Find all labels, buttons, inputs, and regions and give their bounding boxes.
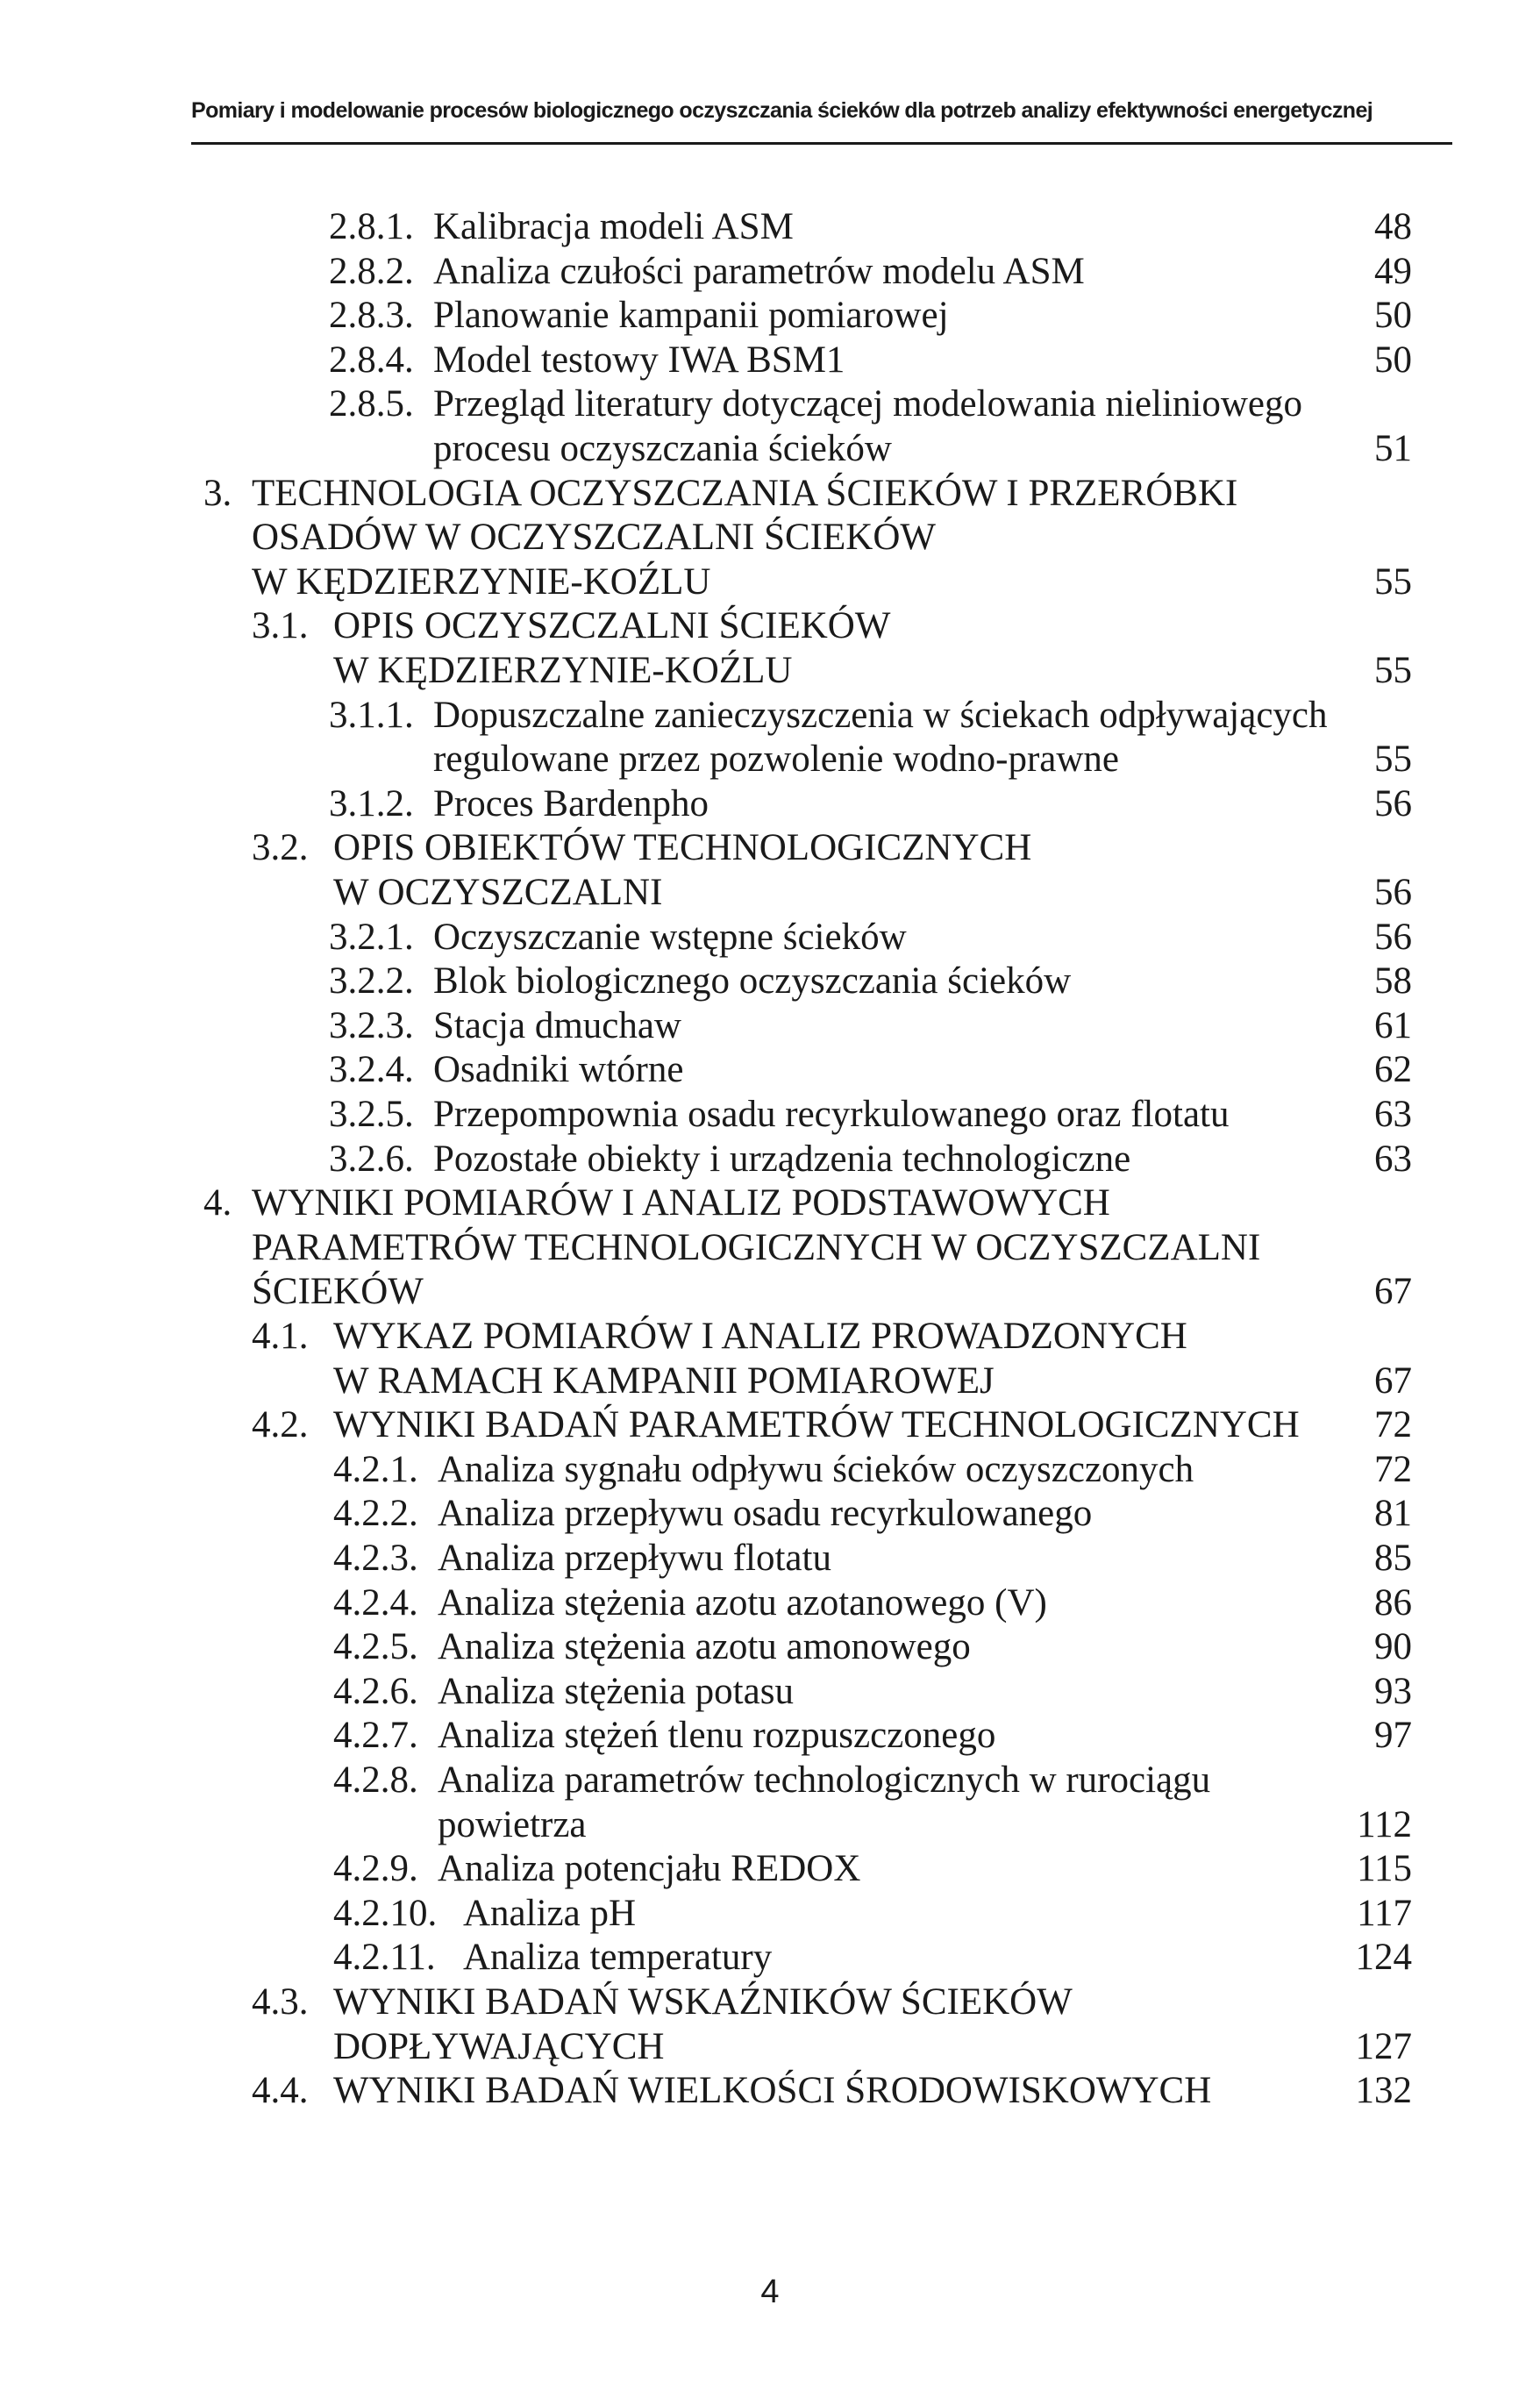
toc-entry-page: 112 [1357, 1803, 1412, 1845]
toc-entry-title: TECHNOLOGIA OCZYSZCZANIA ŚCIEKÓW I PRZERÓBKI [252, 472, 1238, 514]
toc-entry-title: WYNIKI BADAŃ WSKAŹNIKÓW ŚCIEKÓW [333, 1981, 1073, 2023]
toc-entry-number: 2.8.1. [329, 206, 414, 247]
toc-entry-title: Model testowy IWA BSM1 [433, 339, 845, 381]
toc-entry-page: 67 [1374, 1360, 1412, 1402]
toc-entry-title: Stacja dmuchaw [433, 1004, 681, 1046]
toc-entry-page: 127 [1355, 2025, 1412, 2067]
toc-entry-title: Analiza przepływu osadu recyrkulowanego [438, 1493, 1093, 1535]
toc-entry-title: Proces Bardenpho [433, 782, 709, 824]
toc-entry-title: Analiza stężenia azotu azotanowego (V) [438, 1581, 1047, 1624]
toc-entry-number: 4.2.10. [333, 1892, 438, 1934]
toc-entry-number: 4.3. [252, 1981, 309, 2023]
toc-entry-number: 2.8.4. [329, 339, 414, 381]
toc-entry-number: 3. [203, 472, 232, 514]
toc-entry-page: 56 [1374, 782, 1412, 824]
toc-entry-title: Osadniki wtórne [433, 1049, 684, 1091]
toc-entry-page: 48 [1374, 206, 1412, 247]
toc-entry-number: 4.2.5. [333, 1626, 418, 1668]
toc-entry-title: OPIS OCZYSZCZALNI ŚCIEKÓW [333, 605, 891, 647]
toc-entry-number: 4. [203, 1182, 232, 1224]
toc-entry-page: 49 [1374, 250, 1412, 292]
toc-entry-number: 2.8.3. [329, 295, 414, 337]
toc-entry-page: 55 [1374, 560, 1412, 603]
toc-entry-page: 86 [1374, 1581, 1412, 1624]
toc-entry-page: 124 [1355, 1937, 1412, 1979]
toc-entry-number: 4.2.8. [333, 1759, 418, 1801]
toc-entry-title: OPIS OBIEKTÓW TECHNOLOGICZNYCH [333, 827, 1032, 869]
toc-entry-page: 85 [1374, 1538, 1412, 1579]
toc-entry-title: powietrza [438, 1803, 587, 1845]
toc-entry-page: 72 [1374, 1404, 1412, 1446]
toc-entry-title: Analiza sygnału odpływu ścieków oczyszczonych [438, 1448, 1194, 1490]
toc-entry-page: 56 [1374, 871, 1412, 913]
toc-entry-number: 3.2. [252, 827, 309, 869]
toc-entry-number: 4.2.3. [333, 1538, 418, 1579]
toc-entry-page: 81 [1374, 1493, 1412, 1535]
toc-entry-title: WYKAZ POMIARÓW I ANALIZ PROWADZONYCH [333, 1316, 1187, 1357]
toc-entry-number: 4.2.2. [333, 1493, 418, 1535]
toc-entry-page: 50 [1374, 339, 1412, 381]
toc-entry-title: Przepompownia osadu recyrkulowanego oraz flotatu [433, 1094, 1230, 1135]
toc-entry-number: 4.2.1. [333, 1448, 418, 1490]
toc-entry-title: WYNIKI BADAŃ WIELKOŚCI ŚRODOWISKOWYCH [333, 2070, 1212, 2112]
toc-entry-title: ŚCIEKÓW [252, 1271, 424, 1313]
toc-entry-page: 63 [1374, 1094, 1412, 1135]
toc-entry-title: OSADÓW W OCZYSZCZALNI ŚCIEKÓW [252, 517, 936, 559]
toc-entry-title: Analiza parametrów technologicznych w rurociągu [438, 1759, 1211, 1801]
toc-entry-page: 90 [1374, 1626, 1412, 1668]
toc-entry-number: 4.4. [252, 2070, 309, 2112]
toc-entry-title: procesu oczyszczania ścieków [433, 427, 892, 469]
toc-entry-page: 63 [1374, 1138, 1412, 1180]
toc-entry-title: Oczyszczanie wstępne ścieków [433, 916, 907, 958]
toc-entry-page: 56 [1374, 916, 1412, 958]
toc-entry-number: 3.1. [252, 605, 309, 647]
toc-entry-title: Analiza stężenia azotu amonowego [438, 1626, 971, 1668]
toc-entry-page: 115 [1357, 1848, 1412, 1890]
toc-entry-title: PARAMETRÓW TECHNOLOGICZNYCH W OCZYSZCZALNI [252, 1226, 1261, 1268]
toc-entry-page: 58 [1374, 960, 1412, 1003]
toc-entry-title: Blok biologicznego oczyszczania ścieków [433, 960, 1072, 1003]
toc-entry-title: Analiza stężeń tlenu rozpuszczonego [438, 1715, 996, 1757]
toc-entry-title: W KĘDZIERZYNIE-KOŹLU [333, 649, 793, 691]
toc-entry-number: 2.8.2. [329, 250, 414, 292]
toc-entry-number: 3.2.4. [329, 1049, 414, 1091]
toc-entry-number: 4.2.11. [333, 1937, 436, 1979]
toc-entry-number: 4.1. [252, 1316, 309, 1357]
toc-entry-number: 4.2.7. [333, 1715, 418, 1757]
toc-entry-number: 4.2.9. [333, 1848, 418, 1890]
header-rule [191, 142, 1452, 145]
toc-entry-title: Pozostałe obiekty i urządzenia technologiczne [433, 1138, 1131, 1180]
toc-entry-number: 3.2.2. [329, 960, 414, 1003]
toc-entry-number: 3.1.2. [329, 782, 414, 824]
toc-entry-number: 3.1.1. [329, 694, 414, 736]
toc-entry-title: regulowane przez pozwolenie wodno-prawne [433, 739, 1120, 781]
toc-entry-title: W KĘDZIERZYNIE-KOŹLU [252, 560, 711, 603]
toc-entry-page: 50 [1374, 295, 1412, 337]
toc-entry-page: 62 [1374, 1049, 1412, 1091]
toc-entry-page: 55 [1374, 739, 1412, 781]
toc-entry-title: Przegląd literatury dotyczącej modelowania nieliniowego [433, 383, 1303, 425]
toc-entry-title: WYNIKI BADAŃ PARAMETRÓW TECHNOLOGICZNYCH [333, 1404, 1300, 1446]
toc-entry-page: 132 [1355, 2070, 1412, 2112]
toc-entry-page: 61 [1374, 1004, 1412, 1046]
toc-entry-title: Analiza czułości parametrów modelu ASM [433, 250, 1085, 292]
toc-entry-title: Dopuszczalne zanieczyszczenia w ściekach odpływających [433, 694, 1328, 736]
toc-entry-title: Analiza pH [463, 1892, 637, 1934]
toc-entry-number: 3.2.1. [329, 916, 414, 958]
toc-entry-title: Analiza temperatury [463, 1937, 773, 1979]
toc-entry-title: Kalibracja modeli ASM [433, 206, 794, 247]
toc-entry-number: 3.2.5. [329, 1094, 414, 1135]
toc-entry-title: Analiza przepływu flotatu [438, 1538, 831, 1579]
toc-entry-page: 55 [1374, 649, 1412, 691]
toc-entry-page: 51 [1374, 427, 1412, 469]
toc-entry-number: 3.2.3. [329, 1004, 414, 1046]
toc-entry-page: 117 [1357, 1892, 1412, 1934]
toc-entry-title: W OCZYSZCZALNI [333, 871, 663, 913]
page-number: 4 [760, 2273, 780, 2310]
toc-entry-number: 4.2. [252, 1404, 309, 1446]
running-head: Pomiary i modelowanie procesów biologicznego oczyszczania ścieków dla potrzeb analizy efektywności energetycznej [191, 98, 1373, 123]
toc-entry-title: WYNIKI POMIARÓW I ANALIZ PODSTAWOWYCH [252, 1182, 1110, 1224]
toc-entry-title: W RAMACH KAMPANII POMIAROWEJ [333, 1360, 995, 1402]
toc-entry-page: 97 [1374, 1715, 1412, 1757]
toc-entry-page: 67 [1374, 1271, 1412, 1313]
toc-entry-number: 4.2.4. [333, 1581, 418, 1624]
toc-entry-number: 3.2.6. [329, 1138, 414, 1180]
toc-entry-number: 2.8.5. [329, 383, 414, 425]
toc-entry-title: Analiza stężenia potasu [438, 1670, 794, 1712]
toc-entry-page: 93 [1374, 1670, 1412, 1712]
toc-entry-title: Planowanie kampanii pomiarowej [433, 295, 949, 337]
toc-entry-number: 4.2.6. [333, 1670, 418, 1712]
toc-entry-page: 72 [1374, 1448, 1412, 1490]
toc-entry-title: DOPŁYWAJĄCYCH [333, 2025, 665, 2067]
toc-entry-title: Analiza potencjału REDOX [438, 1848, 861, 1890]
